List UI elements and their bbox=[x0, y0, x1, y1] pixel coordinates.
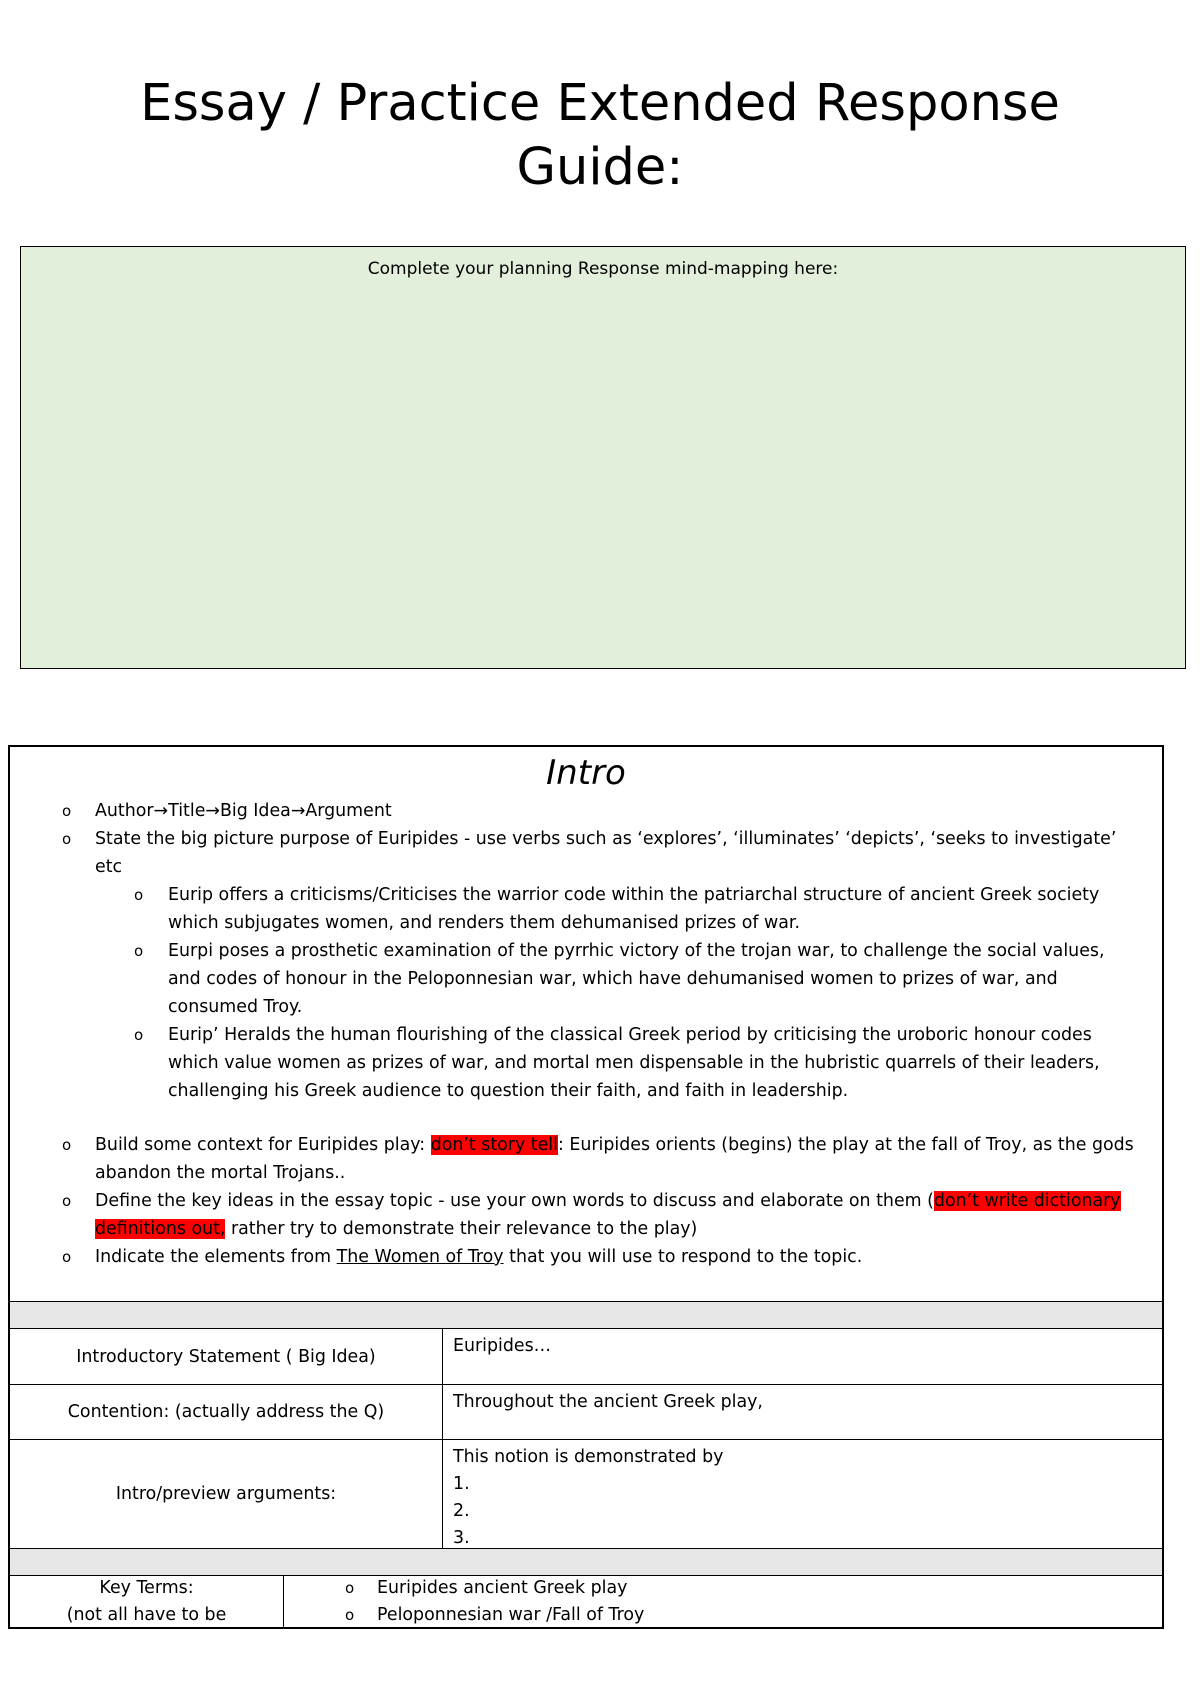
intro-section bbox=[8, 745, 1164, 1629]
play-title: The Women of Troy bbox=[336, 1247, 504, 1267]
table-row bbox=[10, 1440, 1162, 1549]
key-terms-note: (not all have to be bbox=[66, 1605, 227, 1625]
bullet-indicate-text: that you will use to respond to the topic. bbox=[503, 1247, 863, 1267]
bullet-marker: o bbox=[134, 1026, 144, 1044]
bullet-marker: o bbox=[62, 1192, 72, 1210]
key-terms-label bbox=[10, 1575, 284, 1629]
bullet-author-title: Author→Title→Big Idea→Argument bbox=[95, 801, 392, 821]
preview-item: 2. bbox=[453, 1501, 470, 1521]
intro-bullet-list bbox=[10, 797, 1160, 1271]
list-item bbox=[10, 1243, 1160, 1271]
row-label: Introductory Statement ( Big Idea) bbox=[10, 1329, 443, 1384]
table-row bbox=[10, 1385, 1162, 1440]
answer-cell[interactable] bbox=[453, 1444, 1154, 1552]
bullet-define-text: Define the key ideas in the essay topic - use your own words to discuss and elaborate on them ( bbox=[95, 1191, 934, 1211]
bullet-context-text: : Euripides orients (begins) the play at the fall of Troy, as the gods abandon the mortal Trojans.. bbox=[95, 1135, 1134, 1183]
bullet-marker: o bbox=[62, 802, 72, 820]
table-separator bbox=[10, 1301, 1162, 1329]
key-term: Euripides ancient Greek play bbox=[377, 1578, 628, 1598]
list-item bbox=[10, 1131, 1160, 1187]
highlight-warning: don’t story tell bbox=[430, 1135, 558, 1155]
list-item bbox=[10, 825, 1160, 881]
list-item bbox=[285, 1575, 1162, 1602]
bullet-marker: o bbox=[62, 1136, 72, 1154]
preview-item: 3. bbox=[453, 1528, 470, 1548]
sub-list-item bbox=[10, 1021, 1160, 1105]
sub-list-item bbox=[10, 937, 1160, 1021]
list-item bbox=[285, 1602, 1162, 1629]
bullet-marker: o bbox=[345, 1606, 355, 1624]
sub-bullet-2: Eurpi poses a prosthetic examination of the pyrrhic victory of the trojan war, to challenge the social values, and codes of honour in the Peloponnesian war, which have dehumanised women to prizes of war, and consumed Troy. bbox=[168, 941, 1105, 1017]
planning-box[interactable] bbox=[20, 246, 1186, 669]
sub-bullet-1: Eurip offers a criticisms/Criticises the warrior code within the patriarchal structure of ancient Greek society which subjugates women, and renders them dehumanised prizes of war. bbox=[168, 885, 1100, 933]
bullet-marker: o bbox=[345, 1579, 355, 1597]
bullet-context-text: Build some context for Euripides play: bbox=[95, 1135, 431, 1155]
highlight-warning: don’t write dictionary definitions out, bbox=[95, 1191, 1121, 1239]
page-title bbox=[0, 72, 1200, 200]
bullet-marker: o bbox=[62, 1248, 72, 1266]
bullet-marker: o bbox=[134, 942, 144, 960]
list-item bbox=[10, 1187, 1160, 1243]
table-row bbox=[10, 1329, 1162, 1385]
list-item bbox=[10, 797, 1160, 825]
bullet-define-text: rather try to demonstrate their relevance to the play) bbox=[225, 1219, 698, 1239]
row-label: Contention: (actually address the Q) bbox=[10, 1385, 443, 1439]
intro-heading: Intro bbox=[546, 753, 626, 793]
bullet-state-purpose: State the big picture purpose of Euripides - use verbs such as ‘explores’, ‘illuminates’ ‘depicts’, ‘seeks to investigate’ etc bbox=[95, 829, 1117, 877]
key-terms-title: Key Terms: bbox=[99, 1578, 194, 1598]
sub-list-item bbox=[10, 881, 1160, 937]
answer-cell[interactable]: Euripides… bbox=[453, 1336, 552, 1356]
bullet-indicate-text: Indicate the elements from bbox=[95, 1247, 337, 1267]
key-terms-list bbox=[285, 1575, 1162, 1629]
planning-label: Complete your planning Response mind-mapping here: bbox=[367, 259, 839, 279]
preview-intro: This notion is demonstrated by bbox=[453, 1447, 724, 1467]
title-line-2: Guide: bbox=[516, 138, 684, 197]
preview-item: 1. bbox=[453, 1474, 470, 1494]
title-line-1: Essay / Practice Extended Response bbox=[140, 74, 1060, 133]
key-term: Peloponnesian war /Fall of Troy bbox=[377, 1605, 645, 1625]
key-terms-row bbox=[10, 1575, 1162, 1629]
bullet-marker: o bbox=[134, 886, 144, 904]
row-label: Intro/preview arguments: bbox=[10, 1440, 443, 1548]
answer-cell[interactable]: Throughout the ancient Greek play, bbox=[453, 1392, 763, 1412]
bullet-marker: o bbox=[62, 830, 72, 848]
sub-bullet-3: Eurip’ Heralds the human flourishing of the classical Greek period by criticising the uroboric honour codes which value women as prizes of war, and mortal men dispensable in the hubristic quarrels of their leaders, challenging his Greek audience to question their faith, and faith in leadership. bbox=[168, 1025, 1100, 1101]
table-separator bbox=[10, 1548, 1162, 1576]
